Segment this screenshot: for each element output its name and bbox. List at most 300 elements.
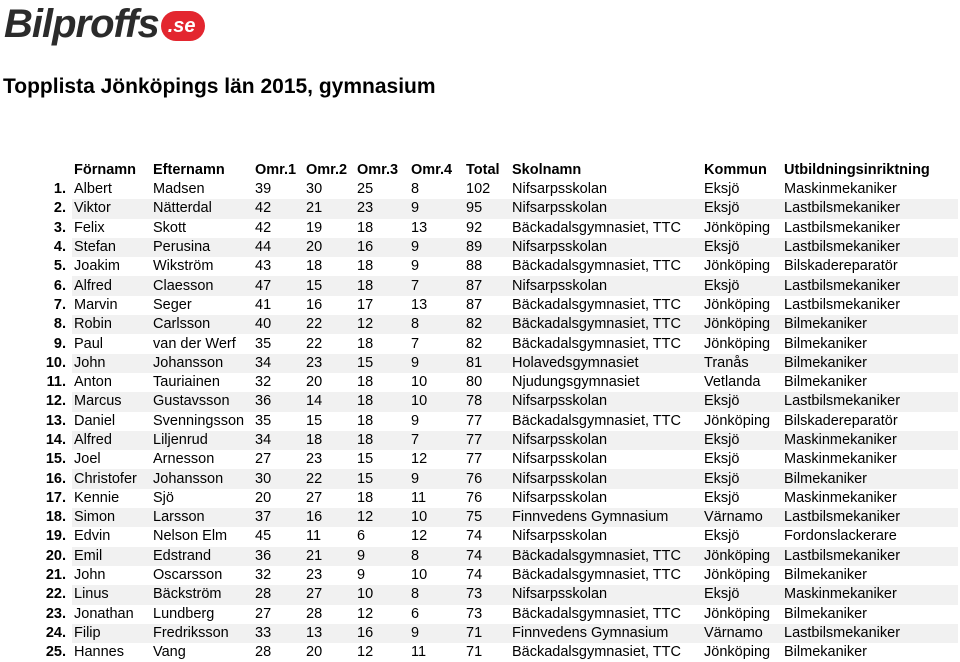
cell-omr1: 28 xyxy=(253,643,304,662)
cell-program: Maskinmekaniker xyxy=(782,431,958,450)
cell-omr1: 39 xyxy=(253,180,304,199)
cell-program: Lastbilsmekaniker xyxy=(782,276,958,295)
cell-first-name: Viktor xyxy=(72,199,151,218)
cell-school: Bäckadalsgymnasiet, TTC xyxy=(510,219,702,238)
cell-total: 82 xyxy=(464,334,510,353)
cell-total: 78 xyxy=(464,392,510,411)
cell-program: Lastbilsmekaniker xyxy=(782,238,958,257)
cell-rank: 2. xyxy=(0,199,72,218)
cell-omr4: 10 xyxy=(409,508,464,527)
cell-omr4: 9 xyxy=(409,412,464,431)
table-row xyxy=(0,412,958,431)
cell-omr2: 15 xyxy=(304,412,355,431)
cell-omr3: 17 xyxy=(355,296,409,315)
cell-first-name: Marcus xyxy=(72,392,151,411)
cell-omr1: 32 xyxy=(253,373,304,392)
cell-omr3: 18 xyxy=(355,373,409,392)
cell-school: Bäckadalsgymnasiet, TTC xyxy=(510,412,702,431)
cell-program: Lastbilsmekaniker xyxy=(782,296,958,315)
cell-rank: 25. xyxy=(0,643,72,662)
cell-last-name: Fredriksson xyxy=(151,624,253,643)
cell-omr4: 11 xyxy=(409,489,464,508)
cell-omr3: 9 xyxy=(355,566,409,585)
cell-omr3: 15 xyxy=(355,469,409,488)
cell-last-name: Nätterdal xyxy=(151,199,253,218)
cell-school: Holavedsgymnasiet xyxy=(510,354,702,373)
cell-rank: 10. xyxy=(0,354,72,373)
cell-total: 80 xyxy=(464,373,510,392)
column-header-municipality: Kommun xyxy=(704,162,767,178)
cell-omr4: 7 xyxy=(409,276,464,295)
cell-last-name: Sjö xyxy=(151,489,253,508)
cell-last-name: Claesson xyxy=(151,276,253,295)
cell-total: 74 xyxy=(464,527,510,546)
table-body xyxy=(0,180,958,662)
cell-first-name: Simon xyxy=(72,508,151,527)
table-row xyxy=(0,373,958,392)
cell-municipality: Värnamo xyxy=(702,508,782,527)
cell-omr2: 19 xyxy=(304,219,355,238)
cell-omr4: 10 xyxy=(409,566,464,585)
cell-rank: 12. xyxy=(0,392,72,411)
cell-omr2: 20 xyxy=(304,373,355,392)
cell-omr4: 10 xyxy=(409,373,464,392)
column-header-omr1: Omr.1 xyxy=(255,162,297,178)
column-header-omr4: Omr.4 xyxy=(411,162,453,178)
table-row xyxy=(0,238,958,257)
cell-omr3: 18 xyxy=(355,489,409,508)
table-row xyxy=(0,392,958,411)
cell-school: Nifsarpsskolan xyxy=(510,489,702,508)
cell-rank: 3. xyxy=(0,219,72,238)
cell-omr2: 14 xyxy=(304,392,355,411)
table-row xyxy=(0,624,958,643)
cell-municipality: Jönköping xyxy=(702,412,782,431)
cell-school: Bäckadalsgymnasiet, TTC xyxy=(510,315,702,334)
cell-program: Bilmekaniker xyxy=(782,469,958,488)
cell-omr3: 6 xyxy=(355,527,409,546)
table-row xyxy=(0,489,958,508)
cell-municipality: Jönköping xyxy=(702,257,782,276)
cell-program: Maskinmekaniker xyxy=(782,450,958,469)
table-row xyxy=(0,219,958,238)
cell-school: Bäckadalsgymnasiet, TTC xyxy=(510,257,702,276)
cell-school: Nifsarpsskolan xyxy=(510,469,702,488)
cell-total: 95 xyxy=(464,199,510,218)
cell-school: Njudungsgymnasiet xyxy=(510,373,702,392)
cell-omr4: 9 xyxy=(409,238,464,257)
cell-school: Nifsarpsskolan xyxy=(510,199,702,218)
cell-rank: 6. xyxy=(0,276,72,295)
cell-municipality: Jönköping xyxy=(702,547,782,566)
cell-total: 76 xyxy=(464,469,510,488)
table-row xyxy=(0,643,958,662)
cell-total: 74 xyxy=(464,566,510,585)
cell-omr1: 27 xyxy=(253,450,304,469)
table-row xyxy=(0,508,958,527)
cell-program: Lastbilsmekaniker xyxy=(782,392,958,411)
cell-omr1: 27 xyxy=(253,605,304,624)
cell-program: Bilmekaniker xyxy=(782,315,958,334)
cell-first-name: Alfred xyxy=(72,276,151,295)
cell-last-name: Gustavsson xyxy=(151,392,253,411)
cell-total: 87 xyxy=(464,296,510,315)
cell-omr3: 12 xyxy=(355,508,409,527)
cell-municipality: Eksjö xyxy=(702,527,782,546)
table-row xyxy=(0,257,958,276)
cell-school: Bäckadalsgymnasiet, TTC xyxy=(510,566,702,585)
cell-omr4: 6 xyxy=(409,605,464,624)
cell-program: Bilskadereparatör xyxy=(782,257,958,276)
cell-total: 71 xyxy=(464,643,510,662)
cell-omr4: 9 xyxy=(409,354,464,373)
cell-omr1: 44 xyxy=(253,238,304,257)
cell-rank: 4. xyxy=(0,238,72,257)
cell-school: Bäckadalsgymnasiet, TTC xyxy=(510,334,702,353)
cell-omr4: 8 xyxy=(409,180,464,199)
table-row xyxy=(0,315,958,334)
cell-omr4: 12 xyxy=(409,527,464,546)
cell-last-name: Carlsson xyxy=(151,315,253,334)
cell-municipality: Vetlanda xyxy=(702,373,782,392)
cell-total: 77 xyxy=(464,412,510,431)
page-title: Topplista Jönköpings län 2015, gymnasium xyxy=(3,75,436,98)
table-row xyxy=(0,547,958,566)
cell-first-name: Paul xyxy=(72,334,151,353)
cell-municipality: Eksjö xyxy=(702,469,782,488)
cell-omr3: 18 xyxy=(355,257,409,276)
cell-rank: 16. xyxy=(0,469,72,488)
cell-omr4: 8 xyxy=(409,547,464,566)
cell-school: Nifsarpsskolan xyxy=(510,585,702,604)
cell-omr1: 34 xyxy=(253,354,304,373)
cell-omr4: 9 xyxy=(409,199,464,218)
cell-rank: 23. xyxy=(0,605,72,624)
cell-program: Lastbilsmekaniker xyxy=(782,547,958,566)
cell-program: Bilmekaniker xyxy=(782,354,958,373)
cell-omr4: 7 xyxy=(409,334,464,353)
cell-last-name: Johansson xyxy=(151,469,253,488)
table-row xyxy=(0,450,958,469)
cell-omr3: 18 xyxy=(355,431,409,450)
cell-omr2: 11 xyxy=(304,527,355,546)
cell-first-name: Jonathan xyxy=(72,605,151,624)
cell-last-name: Skott xyxy=(151,219,253,238)
cell-school: Bäckadalsgymnasiet, TTC xyxy=(510,605,702,624)
column-header-omr3: Omr.3 xyxy=(357,162,399,178)
table-row xyxy=(0,605,958,624)
cell-last-name: Tauriainen xyxy=(151,373,253,392)
cell-municipality: Eksjö xyxy=(702,450,782,469)
bilproffs-logo[interactable] xyxy=(4,2,244,46)
cell-rank: 19. xyxy=(0,527,72,546)
column-header-last-name: Efternamn xyxy=(153,162,225,178)
cell-total: 77 xyxy=(464,450,510,469)
cell-rank: 24. xyxy=(0,624,72,643)
table-row xyxy=(0,354,958,373)
cell-omr1: 30 xyxy=(253,469,304,488)
cell-omr1: 35 xyxy=(253,334,304,353)
cell-omr1: 37 xyxy=(253,508,304,527)
cell-first-name: Alfred xyxy=(72,431,151,450)
cell-omr3: 18 xyxy=(355,334,409,353)
cell-municipality: Jönköping xyxy=(702,334,782,353)
cell-last-name: Larsson xyxy=(151,508,253,527)
cell-last-name: Wikström xyxy=(151,257,253,276)
cell-municipality: Värnamo xyxy=(702,624,782,643)
cell-last-name: Lundberg xyxy=(151,605,253,624)
cell-first-name: Hannes xyxy=(72,643,151,662)
cell-municipality: Eksjö xyxy=(702,431,782,450)
column-header-total: Total xyxy=(466,162,500,178)
cell-omr2: 27 xyxy=(304,489,355,508)
cell-omr2: 23 xyxy=(304,354,355,373)
cell-rank: 22. xyxy=(0,585,72,604)
cell-omr1: 33 xyxy=(253,624,304,643)
table-row xyxy=(0,566,958,585)
cell-omr3: 18 xyxy=(355,392,409,411)
cell-rank: 5. xyxy=(0,257,72,276)
cell-omr3: 18 xyxy=(355,276,409,295)
cell-omr3: 9 xyxy=(355,547,409,566)
cell-omr2: 20 xyxy=(304,643,355,662)
cell-omr3: 23 xyxy=(355,199,409,218)
cell-total: 88 xyxy=(464,257,510,276)
cell-total: 92 xyxy=(464,219,510,238)
cell-first-name: Joakim xyxy=(72,257,151,276)
cell-omr4: 13 xyxy=(409,219,464,238)
cell-first-name: Emil xyxy=(72,547,151,566)
cell-omr2: 13 xyxy=(304,624,355,643)
cell-omr4: 9 xyxy=(409,624,464,643)
table-row xyxy=(0,276,958,295)
column-header-school: Skolnamn xyxy=(512,162,582,178)
cell-omr2: 21 xyxy=(304,547,355,566)
cell-last-name: Seger xyxy=(151,296,253,315)
cell-omr1: 42 xyxy=(253,199,304,218)
cell-last-name: Liljenrud xyxy=(151,431,253,450)
cell-program: Bilmekaniker xyxy=(782,605,958,624)
cell-first-name: Christofer xyxy=(72,469,151,488)
cell-school: Nifsarpsskolan xyxy=(510,392,702,411)
cell-omr2: 23 xyxy=(304,566,355,585)
cell-municipality: Eksjö xyxy=(702,180,782,199)
cell-school: Bäckadalsgymnasiet, TTC xyxy=(510,547,702,566)
column-header-first-name: Förnamn xyxy=(74,162,137,178)
cell-first-name: Felix xyxy=(72,219,151,238)
cell-omr3: 12 xyxy=(355,643,409,662)
table-header-row xyxy=(0,158,958,180)
cell-omr4: 9 xyxy=(409,257,464,276)
cell-program: Lastbilsmekaniker xyxy=(782,624,958,643)
cell-program: Bilmekaniker xyxy=(782,334,958,353)
cell-last-name: Madsen xyxy=(151,180,253,199)
cell-omr2: 18 xyxy=(304,257,355,276)
cell-rank: 9. xyxy=(0,334,72,353)
cell-rank: 14. xyxy=(0,431,72,450)
table-row xyxy=(0,180,958,199)
cell-total: 81 xyxy=(464,354,510,373)
cell-first-name: Stefan xyxy=(72,238,151,257)
cell-last-name: Bäckström xyxy=(151,585,253,604)
cell-first-name: Filip xyxy=(72,624,151,643)
cell-omr4: 10 xyxy=(409,392,464,411)
cell-last-name: Nelson Elm xyxy=(151,527,253,546)
header-rank xyxy=(0,158,72,180)
cell-rank: 1. xyxy=(0,180,72,199)
cell-omr3: 10 xyxy=(355,585,409,604)
cell-omr1: 28 xyxy=(253,585,304,604)
cell-program: Bilmekaniker xyxy=(782,373,958,392)
cell-omr1: 36 xyxy=(253,547,304,566)
cell-rank: 15. xyxy=(0,450,72,469)
cell-omr1: 34 xyxy=(253,431,304,450)
cell-total: 73 xyxy=(464,585,510,604)
cell-last-name: Arnesson xyxy=(151,450,253,469)
cell-omr3: 15 xyxy=(355,450,409,469)
cell-omr2: 21 xyxy=(304,199,355,218)
cell-first-name: Edvin xyxy=(72,527,151,546)
cell-rank: 20. xyxy=(0,547,72,566)
column-header-omr2: Omr.2 xyxy=(306,162,348,178)
cell-municipality: Eksjö xyxy=(702,238,782,257)
cell-program: Bilmekaniker xyxy=(782,643,958,662)
cell-total: 87 xyxy=(464,276,510,295)
cell-first-name: Robin xyxy=(72,315,151,334)
cell-program: Lastbilsmekaniker xyxy=(782,508,958,527)
cell-school: Nifsarpsskolan xyxy=(510,527,702,546)
cell-omr2: 27 xyxy=(304,585,355,604)
cell-first-name: John xyxy=(72,354,151,373)
cell-omr4: 8 xyxy=(409,585,464,604)
cell-omr2: 15 xyxy=(304,276,355,295)
cell-omr1: 20 xyxy=(253,489,304,508)
cell-omr1: 40 xyxy=(253,315,304,334)
cell-first-name: Linus xyxy=(72,585,151,604)
cell-omr1: 43 xyxy=(253,257,304,276)
cell-omr2: 22 xyxy=(304,334,355,353)
cell-municipality: Eksjö xyxy=(702,585,782,604)
cell-municipality: Jönköping xyxy=(702,566,782,585)
cell-school: Bäckadalsgymnasiet, TTC xyxy=(510,296,702,315)
cell-omr3: 16 xyxy=(355,238,409,257)
cell-program: Maskinmekaniker xyxy=(782,585,958,604)
table-row xyxy=(0,585,958,604)
cell-program: Fordonslackerare xyxy=(782,527,958,546)
cell-municipality: Jönköping xyxy=(702,315,782,334)
cell-omr2: 16 xyxy=(304,296,355,315)
table-row xyxy=(0,199,958,218)
cell-omr3: 25 xyxy=(355,180,409,199)
cell-program: Bilmekaniker xyxy=(782,566,958,585)
cell-omr4: 7 xyxy=(409,431,464,450)
table-row xyxy=(0,296,958,315)
cell-municipality: Eksjö xyxy=(702,276,782,295)
cell-omr2: 30 xyxy=(304,180,355,199)
cell-omr2: 23 xyxy=(304,450,355,469)
cell-omr1: 47 xyxy=(253,276,304,295)
cell-omr3: 12 xyxy=(355,605,409,624)
cell-omr3: 16 xyxy=(355,624,409,643)
cell-municipality: Jönköping xyxy=(702,605,782,624)
cell-last-name: Vang xyxy=(151,643,253,662)
cell-total: 73 xyxy=(464,605,510,624)
cell-last-name: Edstrand xyxy=(151,547,253,566)
cell-rank: 11. xyxy=(0,373,72,392)
cell-municipality: Eksjö xyxy=(702,489,782,508)
cell-omr4: 11 xyxy=(409,643,464,662)
cell-omr2: 22 xyxy=(304,315,355,334)
cell-omr1: 45 xyxy=(253,527,304,546)
cell-omr1: 41 xyxy=(253,296,304,315)
cell-last-name: Svenningsson xyxy=(151,412,253,431)
cell-program: Maskinmekaniker xyxy=(782,489,958,508)
cell-school: Nifsarpsskolan xyxy=(510,431,702,450)
toplist-table xyxy=(0,158,958,662)
cell-first-name: Daniel xyxy=(72,412,151,431)
cell-municipality: Eksjö xyxy=(702,392,782,411)
cell-total: 74 xyxy=(464,547,510,566)
cell-omr2: 28 xyxy=(304,605,355,624)
cell-omr4: 9 xyxy=(409,469,464,488)
cell-rank: 18. xyxy=(0,508,72,527)
column-header-program: Utbildningsinriktning xyxy=(784,162,930,178)
cell-omr3: 18 xyxy=(355,219,409,238)
cell-municipality: Jönköping xyxy=(702,219,782,238)
cell-first-name: Joel xyxy=(72,450,151,469)
table-row xyxy=(0,431,958,450)
cell-first-name: Kennie xyxy=(72,489,151,508)
cell-omr2: 18 xyxy=(304,431,355,450)
cell-school: Bäckadalsgymnasiet, TTC xyxy=(510,643,702,662)
cell-rank: 13. xyxy=(0,412,72,431)
cell-omr1: 42 xyxy=(253,219,304,238)
cell-first-name: John xyxy=(72,566,151,585)
cell-rank: 8. xyxy=(0,315,72,334)
cell-total: 71 xyxy=(464,624,510,643)
cell-municipality: Jönköping xyxy=(702,643,782,662)
table-row xyxy=(0,334,958,353)
cell-first-name: Marvin xyxy=(72,296,151,315)
logo-wordmark: Bilproffs xyxy=(4,2,159,46)
cell-omr4: 12 xyxy=(409,450,464,469)
cell-program: Bilskadereparatör xyxy=(782,412,958,431)
cell-first-name: Anton xyxy=(72,373,151,392)
table-row xyxy=(0,469,958,488)
cell-omr4: 13 xyxy=(409,296,464,315)
cell-total: 77 xyxy=(464,431,510,450)
cell-last-name: Oscarsson xyxy=(151,566,253,585)
cell-rank: 7. xyxy=(0,296,72,315)
table-row xyxy=(0,527,958,546)
cell-school: Nifsarpsskolan xyxy=(510,450,702,469)
cell-total: 76 xyxy=(464,489,510,508)
cell-omr1: 35 xyxy=(253,412,304,431)
cell-total: 102 xyxy=(464,180,510,199)
cell-municipality: Jönköping xyxy=(702,296,782,315)
cell-omr3: 12 xyxy=(355,315,409,334)
cell-program: Lastbilsmekaniker xyxy=(782,199,958,218)
cell-municipality: Eksjö xyxy=(702,199,782,218)
cell-omr2: 16 xyxy=(304,508,355,527)
cell-last-name: van der Werf xyxy=(151,334,253,353)
cell-first-name: Albert xyxy=(72,180,151,199)
cell-omr1: 32 xyxy=(253,566,304,585)
cell-rank: 21. xyxy=(0,566,72,585)
cell-omr2: 20 xyxy=(304,238,355,257)
cell-total: 82 xyxy=(464,315,510,334)
cell-omr1: 36 xyxy=(253,392,304,411)
